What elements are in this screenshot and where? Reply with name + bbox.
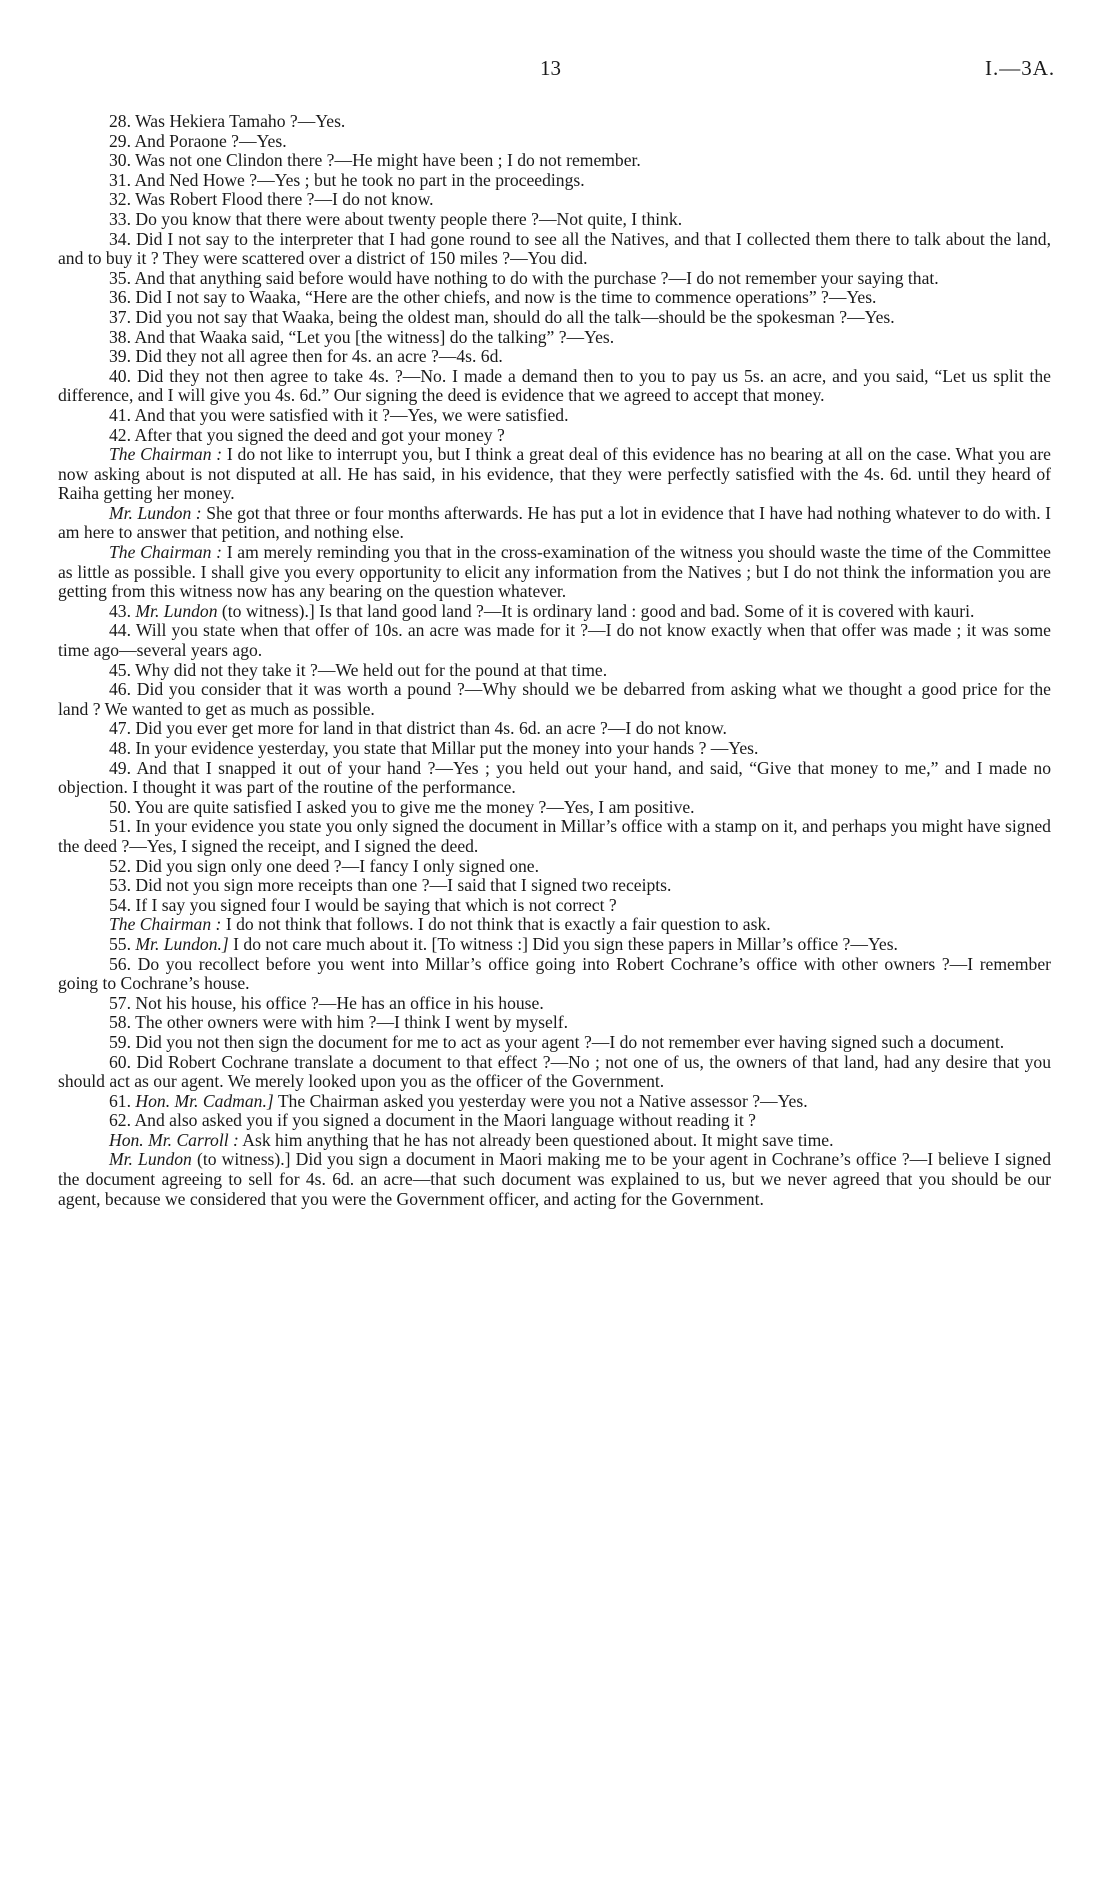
testimony-paragraph — [58, 1092, 1051, 1112]
speaker-name: The Chairman : — [109, 914, 222, 935]
question-number: 36. — [109, 287, 131, 308]
question-number: 52. — [109, 855, 131, 876]
testimony-paragraph — [58, 680, 1051, 719]
question-number: 61. — [109, 1090, 131, 1111]
question-number: 57. — [109, 992, 131, 1013]
paragraph-text: In your evidence you state you only signed the document in Millar’s office with a stamp on it, and perhaps you might have signed the deed ?—Yes, I signed the receipt, and I signed the deed. — [58, 816, 1051, 856]
testimony-paragraph — [58, 621, 1051, 660]
paragraph-text: Not his house, his office ?—He has an office in his house. — [135, 992, 544, 1013]
testimony-paragraph — [58, 171, 1051, 191]
testimony-paragraph — [58, 445, 1051, 504]
question-number: 37. — [109, 306, 131, 327]
question-number: 49. — [109, 757, 131, 778]
testimony-paragraph — [58, 190, 1051, 210]
question-number: 47. — [109, 718, 131, 739]
testimony-paragraph — [58, 210, 1051, 230]
document-reference: I.—3A. — [985, 56, 1056, 80]
testimony-paragraph — [58, 269, 1051, 289]
paragraph-text: In your evidence yesterday, you state that Millar put the money into your hands ? —Yes. — [135, 738, 759, 758]
question-number: 33. — [109, 208, 131, 229]
testimony-paragraph — [58, 347, 1051, 367]
testimony-paragraph — [58, 288, 1051, 308]
paragraph-text: And that Waaka said, “Let you [the witness] do the talking” ?—Yes. — [134, 326, 615, 347]
speaker-name: Mr. Lundon — [135, 600, 218, 621]
question-number: 34. — [109, 228, 131, 249]
testimony-paragraph — [58, 739, 1051, 759]
paragraph-text: I do not care much about it. [To witness :] Did you sign these papers in Millar’s office ?—Yes. — [228, 933, 898, 954]
paragraph-text: Did I not say to Waaka, “Here are the other chiefs, and now is the time to commence operations” ?—Yes. — [135, 287, 877, 308]
question-number: 59. — [109, 1031, 131, 1052]
testimony-paragraph — [58, 798, 1051, 818]
paragraph-text: The other owners were with him ?—I think I went by myself. — [135, 1012, 568, 1033]
paragraph-text: And Ned Howe ?—Yes ; but he took no part in the proceedings. — [134, 169, 585, 190]
paragraph-text: Was not one Clindon there ?—He might have been ; I do not remember. — [135, 150, 641, 171]
speaker-name: Hon. Mr. Carroll : — [109, 1129, 239, 1150]
page-header — [0, 56, 1114, 86]
testimony-paragraph — [58, 1131, 1051, 1151]
question-number: 39. — [109, 346, 131, 367]
testimony-paragraph — [58, 955, 1051, 994]
paragraph-text: And that I snapped it out of your hand ?—Yes ; you held out your hand, and said, “Give that money to me,” and I made no objection. I thought it was part of the routine of the performance. — [58, 757, 1051, 798]
paragraph-text: Did I not say to the interpreter that I had gone round to see all the Natives, and that I collected them there to talk about the land, and to buy it ? They were scattered over a district of 150 miles ?—You did. — [58, 228, 1051, 269]
document-body — [58, 112, 1051, 1209]
testimony-paragraph — [58, 994, 1051, 1014]
question-number: 58. — [109, 1012, 131, 1033]
question-number: 62. — [109, 1110, 131, 1131]
testimony-paragraph — [58, 543, 1051, 602]
question-number: 32. — [109, 189, 131, 210]
paragraph-text: And that you were satisfied with it ?—Yes, we were satisfied. — [134, 404, 569, 425]
paragraph-text: Did you sign only one deed ?—I fancy I only signed one. — [135, 855, 539, 876]
paragraph-text: Did you not say that Waaka, being the oldest man, should do all the talk—should be the spokesman ?—Yes. — [135, 306, 895, 327]
question-number: 51. — [109, 816, 131, 837]
testimony-paragraph — [58, 876, 1051, 896]
paragraph-text: Did Robert Cochrane translate a document to that effect ?—No ; not one of us, the owners of that land, had any desire that you should act as our agent. We merely looked upon you as the officer of the Government. — [58, 1051, 1051, 1092]
testimony-paragraph — [58, 328, 1051, 348]
paragraph-text: And also asked you if you signed a document in the Maori language without reading it ? — [134, 1110, 756, 1131]
paragraph-text: Was Hekiera Tamaho ?—Yes. — [135, 111, 346, 131]
paragraph-text: (to witness).] Is that land good land ?—It is ordinary land : good and bad. Some of it is covered with kauri. — [217, 600, 975, 621]
question-number: 41. — [109, 404, 131, 425]
paragraph-text: Why did not they take it ?—We held out for the pound at that time. — [135, 659, 608, 680]
paragraph-text: Do you recollect before you went into Millar’s office going into Robert Cochrane’s office with other owners ?—I remember going to Cochrane’s house. — [58, 953, 1051, 994]
question-number: 60. — [109, 1051, 131, 1072]
paragraph-text: Did you not then sign the document for me to act as your agent ?—I do not remember ever having signed such a document. — [135, 1031, 1005, 1052]
testimony-paragraph — [58, 759, 1051, 798]
speaker-name: Hon. Mr. Cadman.] — [135, 1090, 274, 1111]
question-number: 31. — [109, 169, 131, 190]
question-number: 56. — [109, 953, 131, 974]
testimony-paragraph — [58, 308, 1051, 328]
paragraph-text: Did you ever get more for land in that district than 4s. 6d. an acre ?—I do not know. — [135, 718, 727, 739]
speaker-name: The Chairman : — [109, 542, 223, 563]
question-number: 53. — [109, 875, 131, 896]
speaker-name: Mr. Lundon : — [109, 502, 202, 523]
paragraph-text: After that you signed the deed and got your money ? — [134, 424, 505, 445]
speaker-name: Mr. Lundon — [109, 1149, 192, 1170]
question-number: 55. — [109, 933, 131, 954]
question-number: 42. — [109, 424, 131, 445]
paragraph-text: (to witness).] Did you sign a document in Maori making me to be your agent in Cochrane’s office ?—I believe I signed the document agreeing to sell for 4s. 6d. an acre—that such document was explained to us, but we never agreed that you should be our agent, because we considered that you were the Government officer, and acting for the Government. — [58, 1149, 1051, 1209]
paragraph-text: I do not think that follows. I do not think that is exactly a fair question to ask. — [221, 914, 771, 935]
testimony-paragraph — [58, 857, 1051, 877]
speaker-name: The Chairman : — [109, 444, 223, 465]
paragraph-text: And Poraone ?—Yes. — [134, 130, 287, 151]
testimony-paragraph — [58, 817, 1051, 856]
testimony-paragraph — [58, 661, 1051, 681]
speaker-name: Mr. Lundon.] — [135, 933, 229, 954]
testimony-paragraph — [58, 602, 1051, 622]
question-number: 28. — [109, 111, 131, 131]
question-number: 44. — [109, 620, 131, 641]
testimony-paragraph — [58, 151, 1051, 171]
testimony-paragraph — [58, 896, 1051, 916]
question-number: 38. — [109, 326, 131, 347]
question-number: 50. — [109, 796, 131, 817]
testimony-paragraph — [58, 367, 1051, 406]
testimony-paragraph — [58, 112, 1051, 132]
paragraph-text: Will you state when that offer of 10s. an acre was made for it ?—I do not know exactly when that offer was made ; it was some time ago—several years ago. — [58, 620, 1051, 661]
question-number: 30. — [109, 150, 131, 171]
testimony-paragraph — [58, 935, 1051, 955]
paragraph-text: And that anything said before would have nothing to do with the purchase ?—I do not remember your saying that. — [134, 267, 939, 288]
testimony-paragraph — [58, 504, 1051, 543]
testimony-paragraph — [58, 230, 1051, 269]
paragraph-text: The Chairman asked you yesterday were you not a Native assessor ?—Yes. — [273, 1090, 808, 1111]
paragraph-text: Did they not all agree then for 4s. an acre ?—4s. 6d. — [135, 346, 503, 367]
testimony-paragraph — [58, 1013, 1051, 1033]
paragraph-text: You are quite satisfied I asked you to give me the money ?—Yes, I am positive. — [134, 796, 695, 817]
testimony-paragraph — [58, 1033, 1051, 1053]
paragraph-text: Did you consider that it was worth a pound ?—Why should we be debarred from asking what we thought a good price for the land ? We wanted to get as much as possible. — [58, 679, 1051, 719]
question-number: 48. — [109, 738, 131, 758]
question-number: 35. — [109, 267, 131, 288]
paragraph-text: If I say you signed four I would be saying that which is not correct ? — [135, 894, 617, 915]
testimony-paragraph — [58, 719, 1051, 739]
testimony-paragraph — [58, 1150, 1051, 1209]
question-number: 40. — [109, 365, 131, 386]
question-number: 43. — [109, 600, 131, 621]
paragraph-text: Ask him anything that he has not already been questioned about. It might save time. — [238, 1129, 834, 1150]
testimony-paragraph — [58, 426, 1051, 446]
paragraph-text: I am merely reminding you that in the cross-examination of the witness you should waste the time of the Committee as little as possible. I shall give you every opportunity to elicit any information from the Natives ; but I do not think the information you are getting from this witness now has any bearing on the question whatever. — [58, 542, 1051, 602]
paragraph-text: I do not like to interrupt you, but I think a great deal of this evidence has no bearing at all on the case. What you are now asking about is not disputed at all. He has said, in his evidence, that they were perfectly satisfied with the 4s. 6d. until they heard of Raiha getting her money. — [58, 444, 1051, 504]
page-number: 13 — [540, 56, 561, 80]
testimony-paragraph — [58, 406, 1051, 426]
testimony-paragraph — [58, 1053, 1051, 1092]
paragraph-text: Was Robert Flood there ?—I do not know. — [135, 189, 434, 210]
testimony-paragraph — [58, 132, 1051, 152]
paragraph-text: Do you know that there were about twenty people there ?—Not quite, I think. — [135, 208, 683, 229]
question-number: 29. — [109, 130, 131, 151]
testimony-paragraph — [58, 1111, 1051, 1131]
paragraph-text: Did not you sign more receipts than one ?—I said that I signed two receipts. — [135, 875, 672, 896]
paragraph-text: She got that three or four months afterwards. He has put a lot in evidence that I have had nothing whatever to do with. I am here to answer that petition, and nothing else. — [58, 502, 1051, 543]
question-number: 54. — [109, 894, 131, 915]
testimony-paragraph — [58, 915, 1051, 935]
question-number: 46. — [109, 679, 131, 700]
paragraph-text: Did they not then agree to take 4s. ?—No. I made a demand then to you to pay us 5s. an acre, and you said, “Let us split the difference, and I will give you 4s. 6d.” Our signing the deed is evidence that we agreed to accept that money. — [58, 365, 1051, 406]
question-number: 45. — [109, 659, 131, 680]
